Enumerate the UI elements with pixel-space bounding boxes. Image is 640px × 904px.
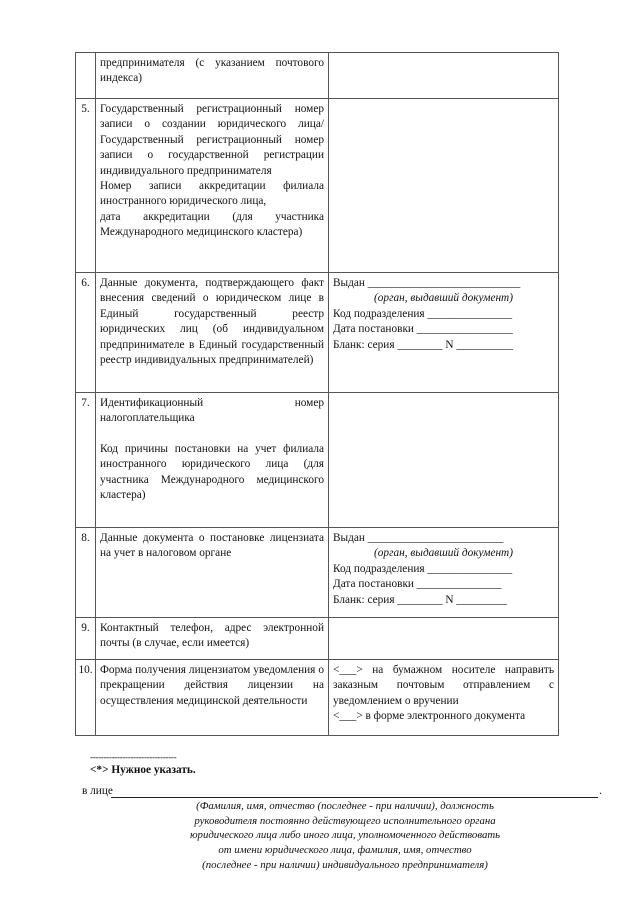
table-row-10 xyxy=(76,660,559,736)
electronic-delivery-option[interactable]: <___> в форме электронного документа xyxy=(333,710,526,723)
row-label: Данные документа о постановке лицензиата на учет в налоговом органе xyxy=(96,528,329,618)
kpp-label: Код причины постановки на учет филиала иностранного юридического лица (для участника Международного медицинского кластера) xyxy=(100,442,324,502)
table-row-5 xyxy=(76,99,559,273)
caption-line: (Фамилия, имя, отчество (последнее - при наличии), должность xyxy=(196,800,494,812)
signatory-name-field[interactable] xyxy=(111,797,598,798)
row-label: предпринимателя (с указанием почтового индекса) xyxy=(96,53,329,99)
issued-by-field[interactable]: Выдан ________________________ xyxy=(333,532,504,544)
row-number: 8. xyxy=(76,528,96,618)
caption-line: от имени юридического лица, фамилия, имя, отчество xyxy=(218,844,472,857)
caption-line: юридического лица либо иного лица, уполномоченного действовать xyxy=(189,829,501,842)
inn-label: Идентификационный номер налогоплательщика xyxy=(100,397,324,425)
table-row-9 xyxy=(76,618,559,660)
signatory-caption xyxy=(150,799,540,873)
row-value-field[interactable] xyxy=(329,393,559,528)
footnote-note: <*> Нужное указать. xyxy=(90,764,196,776)
row-label: Форма получения лицензиатом уведомления о прекращении действия лицензии на осуществления медицинской деятельности xyxy=(96,660,329,736)
row-number: 7. xyxy=(76,393,96,528)
footnote-separator: -------------------------------- xyxy=(90,752,177,762)
row-label xyxy=(96,99,329,273)
table-row-7 xyxy=(76,393,559,528)
caption-line: (последнее - при наличии) индивидуального предпринимателя) xyxy=(202,858,488,871)
signatory-line xyxy=(82,785,602,797)
ogrn-label: Государственный регистрационный номер записи о создании юридического лица/Государственный регистрационный номер записи о государственной регистрации индивидуального предпринимателя xyxy=(100,103,324,177)
table-row-6 xyxy=(76,273,559,393)
issued-by-field[interactable]: Выдан ___________________________ xyxy=(333,277,521,289)
row-label xyxy=(96,393,329,528)
row-number xyxy=(76,53,96,99)
table-row-8 xyxy=(76,528,559,618)
row-value-field[interactable] xyxy=(329,273,559,393)
row-number: 5. xyxy=(76,99,96,273)
row-label: Данные документа, подтверждающего факт внесения сведений о юридическом лице в Единый государственный реестр юридических лиц (об индивидуальном предпринимателе в Единый государственный реестр индивидуальных предпринимателей) xyxy=(96,273,329,393)
blank-series-field[interactable]: Бланк: серия ________ N _________ xyxy=(333,593,508,606)
row-value-field[interactable] xyxy=(329,528,559,618)
registration-date-field[interactable]: Дата постановки _________________ xyxy=(333,323,513,336)
table-row-4-continued xyxy=(76,53,559,99)
row-number: 9. xyxy=(76,618,96,660)
license-form-table xyxy=(75,52,559,736)
department-code-field[interactable]: Код подразделения _______________ xyxy=(333,562,513,575)
accreditation-date-label: дата аккредитации (для участника Международного медицинского кластера) xyxy=(100,210,324,239)
accreditation-number-label: Номер записи аккредитации филиала иностранного юридического лица, xyxy=(100,180,324,208)
row-value-field[interactable] xyxy=(329,618,559,660)
registration-date-field[interactable]: Дата постановки _______________ xyxy=(333,578,502,591)
row-number: 6. xyxy=(76,273,96,393)
caption-line: руководителя постоянно действующего исполнительного органа xyxy=(194,814,496,827)
blank-series-field[interactable]: Бланк: серия ________ N __________ xyxy=(333,338,513,351)
row-value-field[interactable] xyxy=(329,99,559,273)
row-label: Контактный телефон, адрес электронной почты (в случае, если имеется) xyxy=(96,618,329,660)
row-number: 10. xyxy=(76,660,96,736)
signatory-end: . xyxy=(599,785,602,797)
row-value-field[interactable] xyxy=(329,53,559,99)
issuer-hint: (орган, выдавший документ) xyxy=(374,547,513,560)
issuer-hint: (орган, выдавший документ) xyxy=(374,292,513,305)
department-code-field[interactable]: Код подразделения _______________ xyxy=(333,307,513,320)
signatory-prefix: в лице xyxy=(82,785,113,797)
paper-delivery-option[interactable]: <___> на бумажном носителе направить заказным почтовым отправлением с уведомлением о вручении xyxy=(333,664,554,707)
row-value-field xyxy=(329,660,559,736)
